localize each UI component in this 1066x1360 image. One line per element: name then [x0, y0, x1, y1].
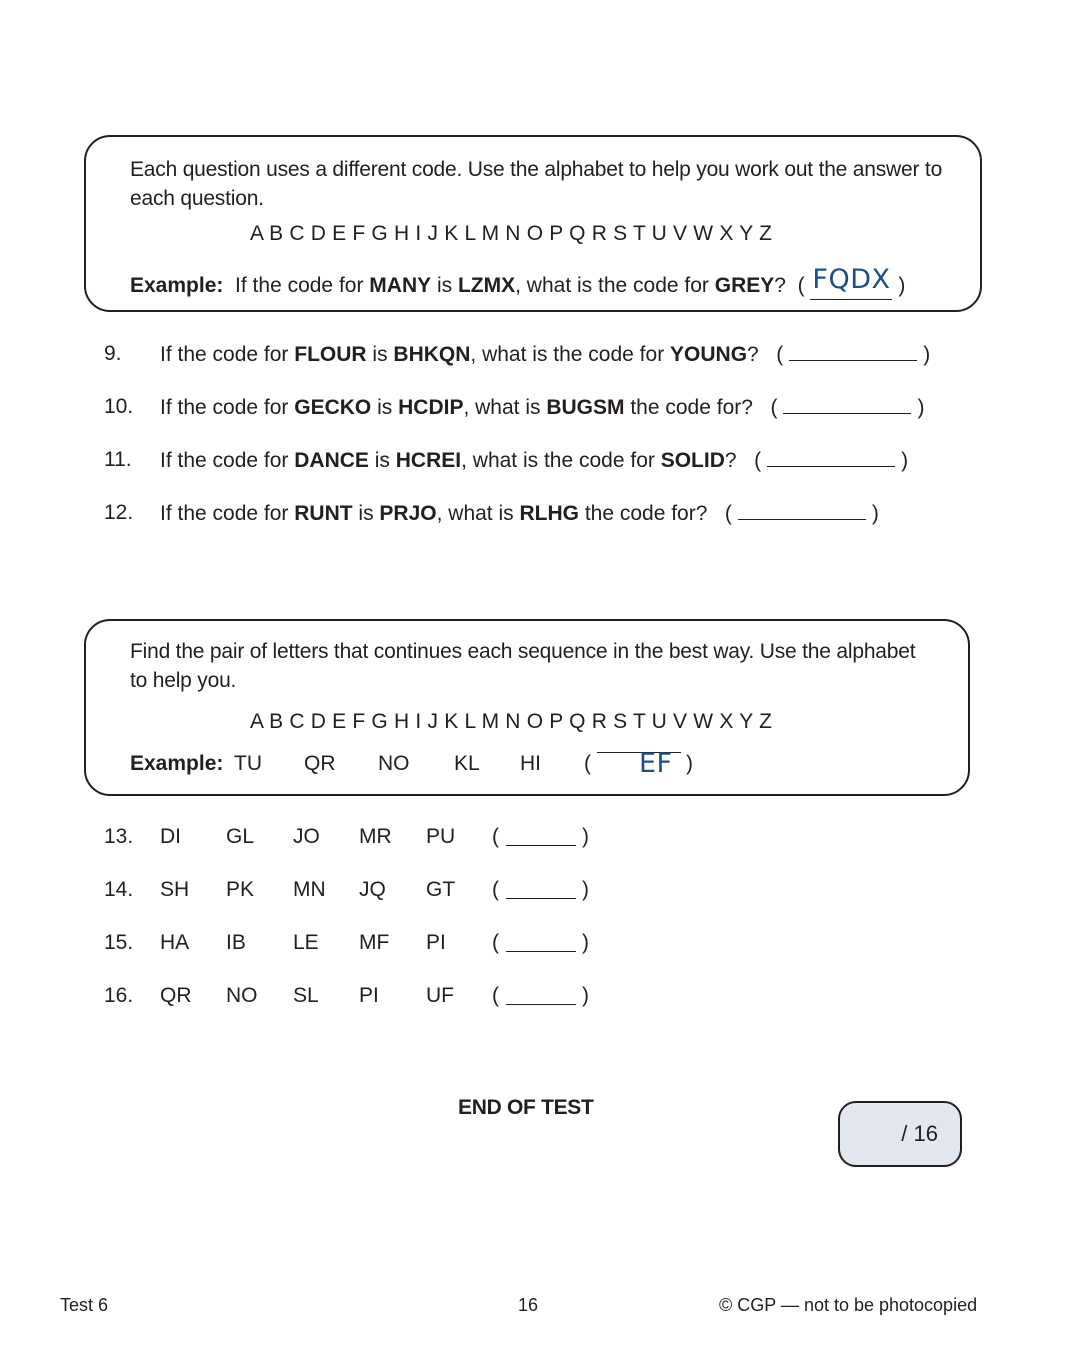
letter-pair: LE: [293, 931, 319, 954]
text-part: If the code for: [160, 396, 295, 419]
text-part: the code for?: [624, 396, 753, 419]
example-target: GREY: [714, 274, 775, 297]
text-part: ?: [747, 343, 759, 366]
close-paren: ): [901, 449, 909, 472]
answer-blank[interactable]: [506, 827, 576, 846]
question-number: 9.: [104, 342, 122, 365]
bold-word: FLOUR: [294, 343, 367, 366]
text-part: ?: [724, 449, 737, 472]
instruction-box-sequence: [84, 619, 970, 796]
text-part: If the code for: [160, 449, 295, 472]
example-word: MANY: [369, 274, 432, 297]
letter-pair: SH: [160, 878, 190, 901]
open-paren: (: [492, 825, 499, 848]
alphabet-reference: A B C D E F G H I J K L M N O P Q R S T U V W X Y Z: [250, 222, 773, 245]
letter-pair: PU: [426, 825, 456, 848]
example-code: LZMX: [457, 274, 516, 297]
bold-word: HCDIP: [398, 396, 464, 419]
question-15: [104, 931, 624, 961]
example-pair: HI: [520, 752, 541, 775]
text-part: is: [371, 396, 399, 419]
bold-word: BHKQN: [393, 343, 471, 366]
question-number: 16.: [104, 984, 134, 1007]
question-number: 10.: [104, 395, 134, 418]
example-text: is: [431, 274, 458, 297]
text-part: , what is the code for: [461, 449, 661, 472]
question-number: 11.: [104, 448, 132, 471]
question-text: [160, 342, 930, 367]
question-14: [104, 878, 624, 908]
letter-pair: GL: [226, 825, 255, 848]
question-number: 13.: [104, 825, 134, 848]
question-text: [160, 448, 908, 473]
example-text: If the code for: [235, 274, 370, 297]
bold-word: GECKO: [294, 396, 372, 419]
example-line: [130, 748, 830, 782]
letter-pair: PI: [426, 931, 446, 954]
example-answer: EF: [639, 748, 673, 779]
question-text: [160, 395, 924, 420]
letter-pair: MN: [293, 878, 326, 901]
letter-pair: IB: [226, 931, 246, 954]
close-paren: ): [582, 931, 589, 954]
close-paren: ): [686, 752, 693, 775]
letter-pair: PI: [359, 984, 379, 1007]
open-paren: (: [797, 274, 805, 297]
letter-pair: GT: [426, 878, 456, 901]
open-paren: (: [492, 878, 499, 901]
close-paren: ): [923, 343, 931, 366]
letter-pair: QR: [160, 984, 192, 1007]
letter-pair: PK: [226, 878, 255, 901]
open-paren: (: [724, 502, 732, 525]
instruction-box-code: [84, 135, 982, 312]
bold-word: PRJO: [379, 502, 437, 525]
answer-blank[interactable]: [767, 448, 895, 467]
letter-pair: DI: [160, 825, 181, 848]
answer-blank[interactable]: [506, 933, 576, 952]
letter-pair: HA: [160, 931, 190, 954]
letter-pair: NO: [226, 984, 258, 1007]
question-number: 15.: [104, 931, 134, 954]
example-label: Example:: [130, 752, 224, 775]
text-part: , what is the code for: [470, 343, 671, 366]
open-paren: (: [492, 931, 499, 954]
text-part: If the code for: [160, 343, 295, 366]
question-13: [104, 825, 624, 855]
letter-pair: MR: [359, 825, 392, 848]
example-label: Example:: [130, 274, 224, 297]
open-paren: (: [776, 343, 784, 366]
example-answer-slot: [810, 264, 892, 300]
end-of-test-heading: END OF TEST: [458, 1096, 594, 1119]
open-paren: (: [770, 396, 778, 419]
close-paren: ): [582, 878, 589, 901]
instruction-text: Each question uses a different code. Use the alphabet to help you work out the answer to each question.: [130, 158, 943, 210]
score-total: / 16: [901, 1121, 938, 1146]
instruction-text: Find the pair of letters that continues each sequence in the best way. Use the alphabet to help you.: [130, 640, 916, 692]
open-paren: (: [584, 752, 591, 775]
example-pair: TU: [234, 752, 262, 775]
letter-pair: SL: [293, 984, 319, 1007]
open-paren: (: [492, 984, 499, 1007]
example-text: ?: [774, 274, 786, 297]
question-number: 12.: [104, 501, 134, 524]
text-part: is: [366, 343, 394, 366]
answer-blank[interactable]: [506, 880, 576, 899]
bold-word: YOUNG: [670, 343, 748, 366]
letter-pair: JO: [293, 825, 320, 848]
close-paren: ): [898, 274, 906, 297]
answer-blank[interactable]: [783, 395, 911, 414]
example-pair: QR: [304, 752, 336, 775]
answer-blank[interactable]: [506, 986, 576, 1005]
close-paren: ): [582, 825, 589, 848]
footer-copyright: © CGP — not to be photocopied: [719, 1295, 978, 1315]
bold-word: SOLID: [660, 449, 725, 472]
example-pair: KL: [454, 752, 480, 775]
example-pair: NO: [378, 752, 410, 775]
close-paren: ): [917, 396, 925, 419]
bold-word: DANCE: [294, 449, 369, 472]
close-paren: ): [582, 984, 589, 1007]
question-number: 14.: [104, 878, 134, 901]
letter-pair: UF: [426, 984, 454, 1007]
text-part: is: [352, 502, 380, 525]
question-16: [104, 984, 624, 1014]
text-part: , what is: [463, 396, 547, 419]
example-line: [130, 264, 906, 300]
score-box[interactable]: [838, 1101, 962, 1167]
alphabet-reference: A B C D E F G H I J K L M N O P Q R S T U V W X Y Z: [250, 710, 773, 733]
close-paren: ): [871, 502, 879, 525]
letter-pair: MF: [359, 931, 390, 954]
bold-word: RLHG: [519, 502, 579, 525]
footer-page-number: 16: [518, 1295, 539, 1315]
text-part: the code for?: [578, 502, 708, 525]
bold-word: RUNT: [294, 502, 353, 525]
open-paren: (: [754, 449, 762, 472]
letter-pair: JQ: [359, 878, 386, 901]
answer-blank[interactable]: [738, 501, 866, 520]
example-text: , what is the code for: [515, 274, 715, 297]
answer-blank[interactable]: [789, 342, 917, 361]
footer-test-label: Test 6: [60, 1295, 109, 1315]
question-text: [160, 501, 879, 526]
text-part: is: [368, 449, 396, 472]
bold-word: HCREI: [395, 449, 462, 472]
text-part: , what is: [436, 502, 520, 525]
example-answer: FQDX: [812, 264, 891, 295]
example-answer-slot: [597, 748, 681, 779]
text-part: If the code for: [160, 502, 295, 525]
bold-word: BUGSM: [546, 396, 625, 419]
